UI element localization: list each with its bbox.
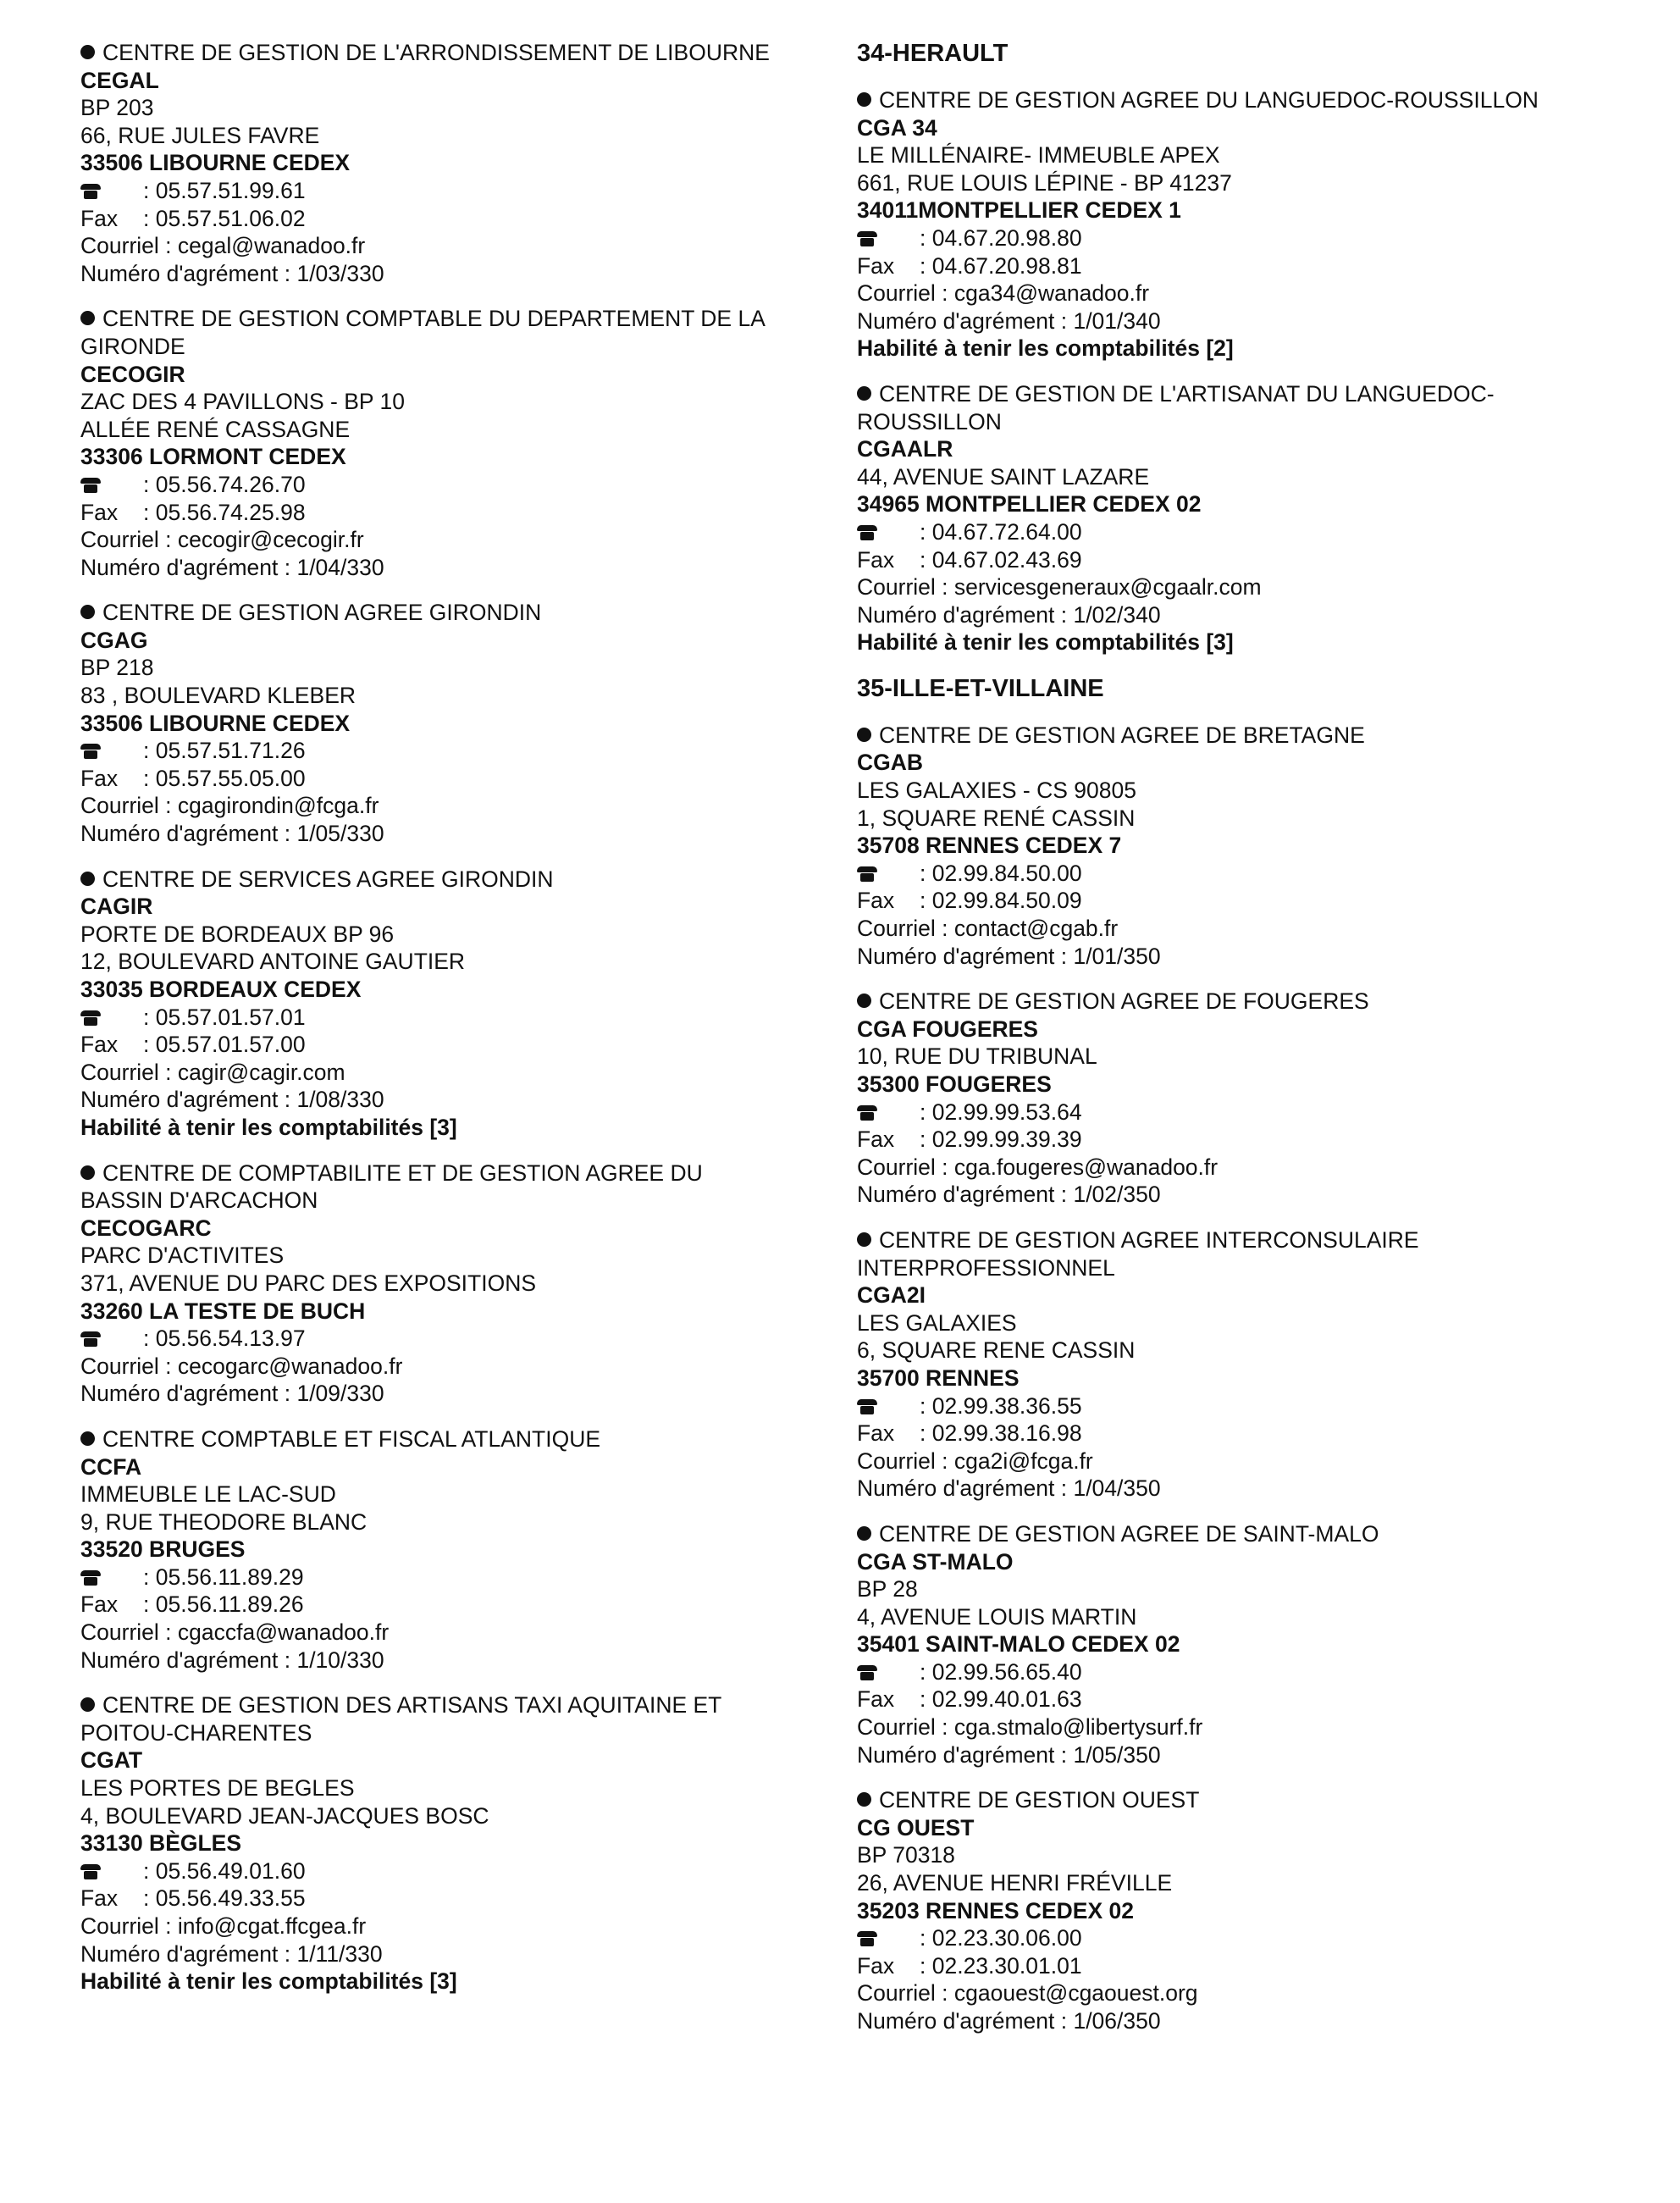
org-name-line (857, 1254, 1619, 1282)
department-heading: 34-HERAULT (857, 40, 1009, 67)
phone-number: : 02.99.99.53.64 (920, 1099, 1082, 1125)
email-line: Courriel : cgagirondin@fcga.fr (80, 793, 379, 819)
postal-city: 34965 MONTPELLIER CEDEX 02 (857, 491, 1202, 518)
fax-line (857, 252, 1619, 280)
org-name-line (80, 599, 826, 627)
bullet-icon (80, 872, 95, 886)
org-acronym: CGAALR (857, 436, 953, 462)
org-name-text: CENTRE DE COMPTABILITE ET DE GESTION AGREE DU (102, 1160, 703, 1186)
bullet-icon (857, 994, 871, 1008)
org-name-line (80, 1425, 826, 1453)
phone-number: : 05.57.51.99.61 (143, 177, 306, 203)
address-line: BP 28 (857, 1576, 918, 1602)
org-name-text: CENTRE DE GESTION AGREE DE FOUGERES (879, 988, 1369, 1015)
fax-number: : 02.99.84.50.09 (920, 888, 1082, 914)
bullet-icon (857, 728, 871, 742)
address-line: 66, RUE JULES FAVRE (80, 122, 320, 148)
address-line: LES PORTES DE BEGLES (80, 1775, 355, 1802)
postal-city: 35300 FOUGERES (857, 1071, 1052, 1097)
phone-label (80, 471, 143, 499)
telephone-icon (857, 1931, 877, 1946)
org-name-text: ROUSSILLON (857, 408, 1002, 435)
left-column (80, 39, 826, 2013)
postal-city: 35700 RENNES (857, 1364, 1020, 1391)
org-entry (857, 1226, 1619, 1503)
org-acronym: CEGAL (80, 67, 159, 93)
agrement-number: Numéro d'agrément : 1/04/330 (80, 554, 384, 580)
postal-city: 33130 BÈGLES (80, 1830, 242, 1857)
org-entry (857, 722, 1619, 970)
address-line: BP 203 (80, 95, 154, 121)
fax-line (80, 1031, 826, 1059)
org-name-line (857, 722, 1619, 750)
address-line: LES GALAXIES - CS 90805 (857, 778, 1136, 804)
phone-line (80, 1004, 826, 1032)
org-name-line (857, 1520, 1619, 1548)
address-line: 661, RUE LOUIS LÉPINE - BP 41237 (857, 169, 1232, 196)
fax-line (80, 765, 826, 793)
fax-number: : 02.23.30.01.01 (920, 1952, 1082, 1979)
postal-city: 35708 RENNES CEDEX 7 (857, 833, 1122, 859)
org-acronym: CGAB (857, 750, 924, 776)
fax-line (857, 1952, 1619, 1980)
org-name-line (80, 1160, 826, 1187)
address-line: 83 , BOULEVARD KLEBER (80, 683, 356, 709)
org-entry (857, 1786, 1619, 2034)
fax-number: : 05.56.49.33.55 (143, 1885, 306, 1912)
email-line: Courriel : cecogarc@wanadoo.fr (80, 1353, 403, 1379)
fax-line (857, 1685, 1619, 1713)
email-line: Courriel : info@cgat.ffcgea.fr (80, 1913, 367, 1939)
org-name-line (80, 866, 826, 894)
fax-number: : 05.56.74.25.98 (143, 499, 306, 525)
org-acronym: CG OUEST (857, 1814, 975, 1840)
org-name-line (857, 380, 1619, 408)
fax-line (857, 1126, 1619, 1154)
bullet-icon (80, 45, 95, 59)
phone-number: : 02.23.30.06.00 (920, 1925, 1082, 1951)
agrement-number: Numéro d'agrément : 1/06/350 (857, 2008, 1161, 2034)
fax-label: Fax (857, 1420, 895, 1447)
org-acronym: CGA ST-MALO (857, 1548, 1014, 1575)
org-name-text: CENTRE DE GESTION AGREE DE BRETAGNE (879, 722, 1365, 748)
address-line: 371, AVENUE DU PARC DES EXPOSITIONS (80, 1270, 537, 1296)
email-line: Courriel : servicesgeneraux@cgaalr.com (857, 574, 1262, 601)
org-name-line (80, 1187, 826, 1215)
fax-number: : 05.57.55.05.00 (143, 765, 306, 791)
email-line: Courriel : cgaccfa@wanadoo.fr (80, 1619, 390, 1646)
address-line: 4, BOULEVARD JEAN-JACQUES BOSC (80, 1802, 489, 1829)
telephone-icon (80, 1010, 101, 1026)
postal-city: 33306 LORMONT CEDEX (80, 444, 346, 470)
phone-number: : 02.99.84.50.00 (920, 860, 1082, 886)
address-line: 44, AVENUE SAINT LAZARE (857, 463, 1150, 490)
fax-label: Fax (80, 1591, 119, 1618)
habilitation-note: Habilité à tenir les comptabilités [3] (857, 629, 1234, 656)
org-name-line (80, 1691, 826, 1719)
telephone-icon (80, 1331, 101, 1347)
org-entry (80, 1425, 826, 1674)
org-acronym: CCFA (80, 1453, 142, 1480)
phone-line (80, 471, 826, 499)
agrement-number: Numéro d'agrément : 1/05/330 (80, 821, 384, 847)
postal-city: 33506 LIBOURNE CEDEX (80, 710, 351, 736)
phone-label (857, 860, 920, 888)
bullet-icon (80, 605, 95, 619)
org-entry (80, 599, 826, 847)
phone-number: : 02.99.56.65.40 (920, 1658, 1082, 1685)
telephone-icon (80, 478, 101, 493)
phone-label (80, 1004, 143, 1032)
phone-number: : 05.56.54.13.97 (143, 1326, 306, 1352)
postal-city: 33260 LA TESTE DE BUCH (80, 1298, 366, 1324)
telephone-icon (80, 1864, 101, 1879)
email-line: Courriel : cga.fougeres@wanadoo.fr (857, 1154, 1219, 1180)
postal-city: 33506 LIBOURNE CEDEX (80, 150, 351, 176)
address-line: LE MILLÉNAIRE- IMMEUBLE APEX (857, 142, 1220, 169)
address-line: 9, RUE THEODORE BLANC (80, 1508, 368, 1535)
bullet-icon (857, 1232, 871, 1247)
org-name-text: CENTRE DE GESTION DE L'ARRONDISSEMENT DE LIBOURNE (102, 40, 770, 65)
address-line: 6, SQUARE RENE CASSIN (857, 1337, 1136, 1364)
fax-label: Fax (857, 1952, 895, 1979)
agrement-number: Numéro d'agrément : 1/02/350 (857, 1182, 1161, 1208)
org-entry (80, 39, 826, 287)
address-line: PORTE DE BORDEAUX BP 96 (80, 921, 395, 947)
fax-number: : 05.56.11.89.26 (143, 1591, 304, 1618)
phone-label (857, 1924, 920, 1952)
phone-number: : 04.67.20.98.80 (920, 224, 1082, 251)
phone-label (80, 1325, 143, 1353)
fax-line (80, 499, 826, 527)
org-name-text: CENTRE DE GESTION AGREE DE SAINT-MALO (879, 1520, 1379, 1547)
agrement-number: Numéro d'agrément : 1/09/330 (80, 1381, 384, 1407)
bullet-icon (857, 386, 871, 401)
phone-line (857, 860, 1619, 888)
email-line: Courriel : cga.stmalo@libertysurf.fr (857, 1714, 1203, 1741)
telephone-icon (857, 1665, 877, 1680)
phone-label (80, 1564, 143, 1591)
org-name-line (857, 1226, 1619, 1254)
fax-label: Fax (80, 765, 119, 791)
agrement-number: Numéro d'agrément : 1/03/330 (80, 260, 384, 286)
phone-number: : 05.57.01.57.01 (143, 1004, 306, 1030)
phone-label (857, 518, 920, 546)
org-name-text: INTERPROFESSIONNEL (857, 1254, 1115, 1281)
org-entry (80, 1160, 826, 1408)
org-name-line (80, 39, 826, 67)
fax-number: : 02.99.99.39.39 (920, 1126, 1082, 1153)
fax-number: : 02.99.40.01.63 (920, 1686, 1082, 1713)
email-line: Courriel : cegal@wanadoo.fr (80, 233, 366, 259)
fax-line (857, 1420, 1619, 1447)
address-line: 1, SQUARE RENÉ CASSIN (857, 805, 1136, 831)
phone-line (857, 1099, 1619, 1126)
fax-number: : 04.67.02.43.69 (920, 546, 1082, 573)
org-name-line (857, 86, 1619, 114)
address-line: BP 218 (80, 655, 154, 681)
org-entry (857, 1520, 1619, 1768)
org-entry (857, 380, 1619, 656)
phone-line (857, 1924, 1619, 1952)
org-name-text: CENTRE DE GESTION OUEST (879, 1787, 1200, 1813)
org-name-text: GIRONDE (80, 333, 185, 359)
phone-line (857, 1658, 1619, 1686)
agrement-number: Numéro d'agrément : 1/01/350 (857, 943, 1161, 969)
phone-number: : 05.56.49.01.60 (143, 1857, 306, 1884)
fax-label: Fax (80, 1032, 119, 1058)
org-name-text: CENTRE DE GESTION AGREE GIRONDIN (102, 600, 542, 626)
fax-label: Fax (80, 499, 119, 525)
agrement-number: Numéro d'agrément : 1/10/330 (80, 1647, 384, 1673)
fax-label: Fax (857, 1126, 895, 1153)
postal-city: 35401 SAINT-MALO CEDEX 02 (857, 1631, 1180, 1658)
bullet-icon (80, 1165, 95, 1180)
telephone-icon (857, 866, 877, 882)
bullet-icon (80, 1697, 95, 1712)
phone-number: : 05.57.51.71.26 (143, 738, 306, 764)
department-heading: 35-ILLE-ET-VILLAINE (857, 674, 1104, 702)
agrement-number: Numéro d'agrément : 1/05/350 (857, 1741, 1161, 1768)
org-name-text: CENTRE COMPTABLE ET FISCAL ATLANTIQUE (102, 1425, 601, 1452)
fax-label: Fax (857, 1686, 895, 1713)
email-line: Courriel : cagir@cagir.com (80, 1059, 345, 1085)
phone-number: : 02.99.38.36.55 (920, 1392, 1082, 1419)
phone-line (80, 737, 826, 765)
phone-label (80, 737, 143, 765)
bullet-icon (857, 92, 871, 107)
address-line: LES GALAXIES (857, 1309, 1017, 1336)
phone-line (80, 1857, 826, 1885)
org-acronym: CECOGIR (80, 361, 185, 387)
org-name-text: CENTRE DE GESTION COMPTABLE DU DEPARTEMENT DE LA (102, 306, 765, 332)
org-entry (857, 86, 1619, 363)
org-name-text: CENTRE DE GESTION AGREE INTERCONSULAIRE (879, 1226, 1419, 1253)
phone-line (80, 1564, 826, 1591)
fax-number: : 02.99.38.16.98 (920, 1420, 1082, 1447)
bullet-icon (857, 1792, 871, 1807)
habilitation-note: Habilité à tenir les comptabilités [3] (80, 1968, 457, 1995)
fax-label: Fax (80, 205, 119, 231)
email-line: Courriel : cga34@wanadoo.fr (857, 280, 1150, 307)
agrement-number: Numéro d'agrément : 1/02/340 (857, 601, 1161, 628)
fax-number: : 05.57.01.57.00 (143, 1032, 306, 1058)
fax-line (857, 546, 1619, 574)
telephone-icon (80, 184, 101, 199)
fax-line (80, 205, 826, 233)
agrement-number: Numéro d'agrément : 1/11/330 (80, 1940, 383, 1967)
email-line: Courriel : cga2i@fcga.fr (857, 1447, 1093, 1474)
org-acronym: CGAG (80, 627, 148, 653)
org-acronym: CGA 34 (857, 114, 937, 141)
org-name-line (80, 305, 826, 333)
phone-label (80, 1857, 143, 1885)
telephone-icon (80, 744, 101, 759)
org-name-line (857, 408, 1619, 436)
org-name-text: POITOU-CHARENTES (80, 1719, 312, 1746)
telephone-icon (857, 1105, 877, 1121)
postal-city: 34011MONTPELLIER CEDEX 1 (857, 197, 1181, 224)
phone-line (857, 518, 1619, 546)
address-line: PARC D'ACTIVITES (80, 1243, 285, 1269)
fax-line (857, 887, 1619, 915)
org-name-text: CENTRE DE SERVICES AGREE GIRONDIN (102, 866, 554, 892)
phone-line (80, 1325, 826, 1353)
habilitation-note: Habilité à tenir les comptabilités [3] (80, 1114, 457, 1140)
address-line: 10, RUE DU TRIBUNAL (857, 1043, 1097, 1070)
habilitation-note: Habilité à tenir les comptabilités [2] (857, 335, 1234, 362)
address-line: BP 70318 (857, 1842, 955, 1868)
org-acronym: CECOGARC (80, 1215, 212, 1241)
org-entry (857, 988, 1619, 1209)
phone-number: : 05.56.74.26.70 (143, 471, 306, 497)
fax-number: : 05.57.51.06.02 (143, 205, 306, 231)
agrement-number: Numéro d'agrément : 1/08/330 (80, 1087, 384, 1113)
fax-label: Fax (857, 252, 895, 279)
org-acronym: CGA FOUGERES (857, 1016, 1038, 1042)
address-line: 4, AVENUE LOUIS MARTIN (857, 1603, 1137, 1630)
fax-label: Fax (857, 546, 895, 573)
org-entry (80, 1691, 826, 1995)
org-name-text: CENTRE DE GESTION DES ARTISANS TAXI AQUITAINE ET (102, 1692, 722, 1719)
org-name-line (857, 1786, 1619, 1814)
postal-city: 35203 RENNES CEDEX 02 (857, 1897, 1134, 1923)
email-line: Courriel : cecogir@cecogir.fr (80, 527, 364, 553)
telephone-icon (857, 525, 877, 540)
address-line: 26, AVENUE HENRI FRÉVILLE (857, 1870, 1173, 1896)
org-acronym: CGAT (80, 1747, 143, 1774)
org-name-line (857, 988, 1619, 1016)
right-column (857, 39, 1619, 2053)
address-line: IMMEUBLE LE LAC-SUD (80, 1481, 336, 1508)
fax-label: Fax (80, 1885, 119, 1912)
bullet-icon (857, 1526, 871, 1541)
address-line: ZAC DES 4 PAVILLONS - BP 10 (80, 389, 405, 415)
fax-line (80, 1591, 826, 1619)
telephone-icon (857, 231, 877, 246)
phone-line (857, 224, 1619, 252)
org-entry (80, 866, 826, 1142)
org-name-line (80, 1719, 826, 1747)
email-line: Courriel : contact@cgab.fr (857, 916, 1119, 942)
phone-label (80, 177, 143, 205)
org-acronym: CGA2I (857, 1282, 926, 1309)
phone-label (857, 1392, 920, 1420)
telephone-icon (80, 1570, 101, 1586)
org-name-text: BASSIN D'ARCACHON (80, 1187, 318, 1214)
agrement-number: Numéro d'agrément : 1/04/350 (857, 1475, 1161, 1502)
phone-label (857, 224, 920, 252)
phone-line (857, 1392, 1619, 1420)
org-acronym: CAGIR (80, 894, 153, 920)
telephone-icon (857, 1399, 877, 1414)
postal-city: 33035 BORDEAUX CEDEX (80, 977, 362, 1002)
org-entry (80, 305, 826, 581)
phone-label (857, 1099, 920, 1126)
org-name-text: CENTRE DE GESTION AGREE DU LANGUEDOC-ROUSSILLON (879, 87, 1539, 113)
email-line: Courriel : cgaouest@cgaouest.org (857, 1980, 1198, 2007)
org-name-line (80, 333, 826, 361)
postal-city: 33520 BRUGES (80, 1536, 246, 1563)
agrement-number: Numéro d'agrément : 1/01/340 (857, 307, 1161, 334)
bullet-icon (80, 311, 95, 325)
bullet-icon (80, 1431, 95, 1446)
address-line: ALLÉE RENÉ CASSAGNE (80, 416, 351, 442)
phone-line (80, 177, 826, 205)
fax-number: : 04.67.20.98.81 (920, 252, 1082, 279)
phone-number: : 05.56.11.89.29 (143, 1564, 304, 1590)
org-name-text: CENTRE DE GESTION DE L'ARTISANAT DU LANGUEDOC- (879, 380, 1495, 407)
phone-number: : 04.67.72.64.00 (920, 518, 1082, 545)
address-line: 12, BOULEVARD ANTOINE GAUTIER (80, 949, 466, 975)
phone-label (857, 1658, 920, 1686)
fax-label: Fax (857, 888, 895, 914)
fax-line (80, 1885, 826, 1912)
